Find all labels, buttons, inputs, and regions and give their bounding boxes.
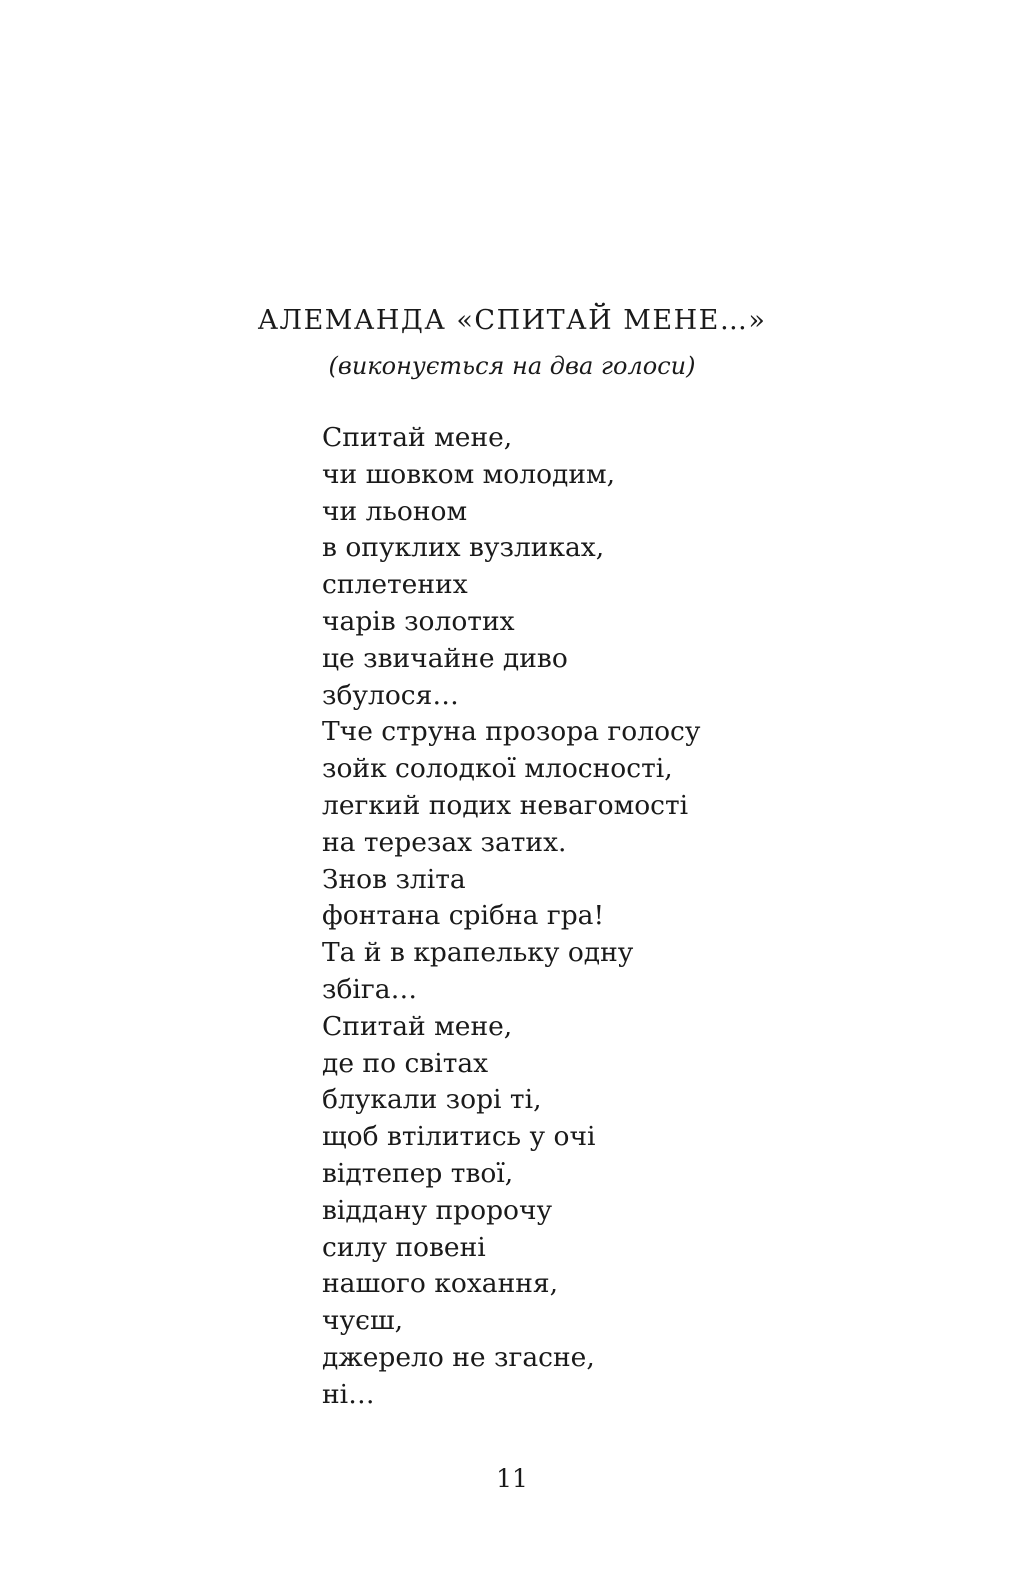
poem-line: ні…	[322, 1378, 375, 1410]
poem-line: збулося…	[322, 679, 459, 711]
poem-line: на терезах затих.	[322, 826, 567, 858]
poem-line: зойк солодкої млосності,	[322, 753, 673, 785]
poem-line: легкий подих невагомості	[322, 789, 689, 821]
poem-line: чуєш,	[322, 1305, 404, 1337]
poem-line: сплетених	[322, 569, 468, 601]
poem-line: чи шовком молодим,	[322, 458, 616, 490]
poem-line: в опуклих вузликах,	[322, 532, 605, 564]
poem-line: віддану пророчу	[322, 1194, 553, 1226]
page-number: 11	[496, 1464, 528, 1493]
poem-body	[322, 420, 700, 1414]
poem-subtitle: (виконується на два голоси)	[328, 352, 696, 380]
poem-line: це звичайне диво	[322, 642, 568, 674]
poem-line: нашого кохання,	[322, 1268, 559, 1300]
poem-line: Спитай мене,	[322, 422, 513, 453]
poem-line: блукали зорі ті,	[322, 1084, 542, 1116]
poem-line: Та й в крапельку одну	[322, 937, 634, 969]
poem-line: Знов зліта	[322, 863, 466, 895]
poem-line: де по світах	[322, 1047, 489, 1079]
poem-line: силу повені	[322, 1231, 486, 1263]
poem-line: джерело не згасне,	[322, 1341, 595, 1373]
poem-line: щоб втілитись у очі	[322, 1121, 596, 1153]
poem-line: Спитай мене,	[322, 1010, 513, 1042]
poem-line: Тче струна прозора голосу	[322, 716, 701, 748]
poem-line: фонтана срібна гра!	[322, 900, 605, 932]
poem-line: відтепер твої,	[322, 1157, 514, 1189]
poem-line: збіга…	[322, 973, 418, 1005]
poem-title: АЛЕМАНДА «СПИТАЙ МЕНЕ…»	[257, 305, 767, 336]
poem-line: чарів золотих	[322, 605, 515, 637]
poem-line: чи льоном	[322, 495, 468, 527]
